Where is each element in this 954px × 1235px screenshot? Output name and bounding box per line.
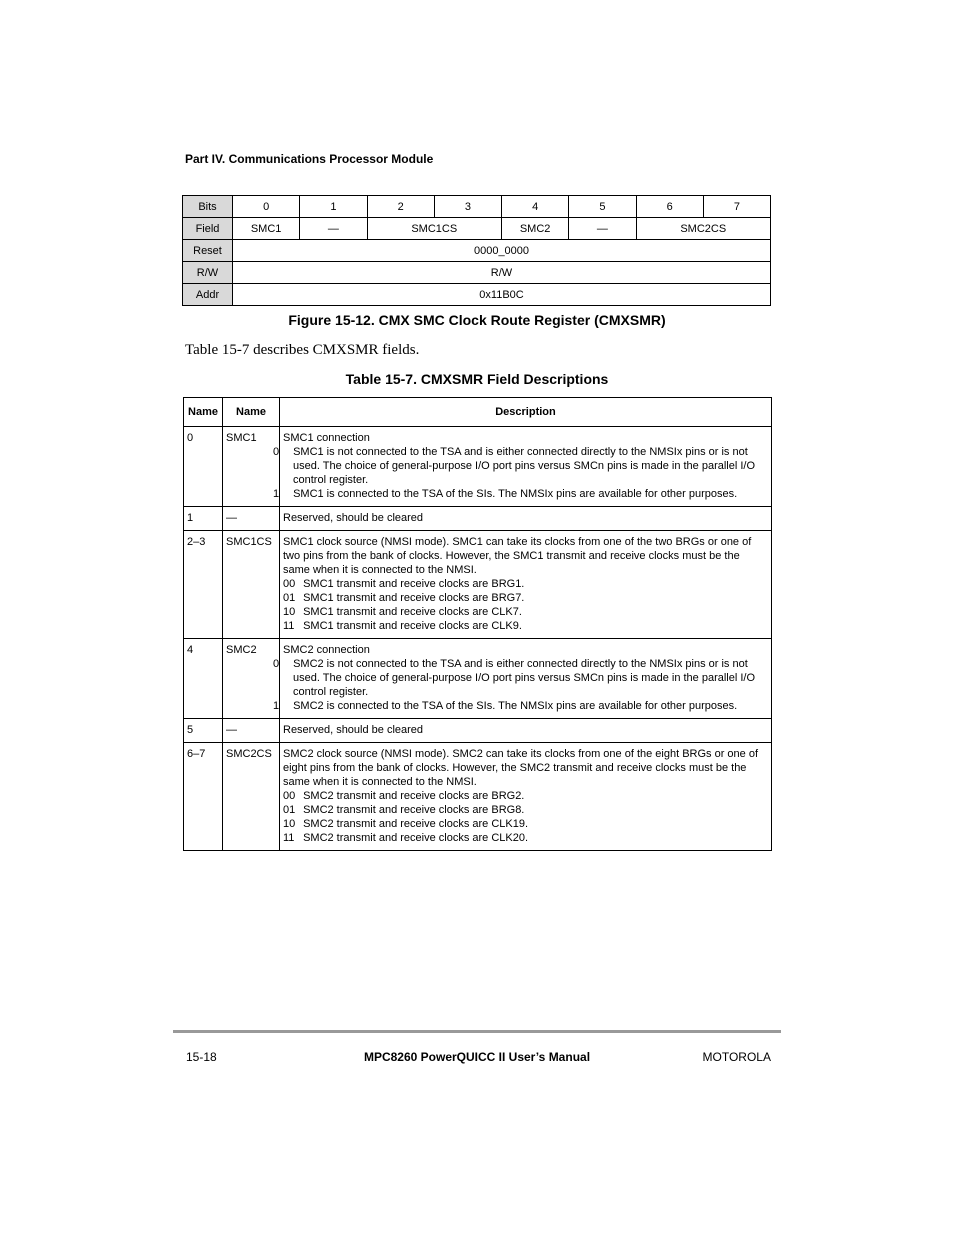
page-number: 15-18 [186, 1050, 217, 1064]
running-header: Part IV. Communications Processor Module [185, 152, 434, 166]
bit-number: 1 [300, 196, 367, 218]
description-item [283, 817, 765, 831]
register-diagram [182, 195, 771, 306]
item-code: 01 [283, 592, 296, 604]
description-title: Reserved, should be cleared [283, 512, 424, 524]
row-bits: 4 [184, 639, 223, 719]
item-code: 1 [273, 488, 280, 500]
column-header-bits: Name [184, 398, 223, 427]
table-row [184, 743, 772, 851]
table-caption: Table 15-7. CMXSMR Field Descriptions [345, 371, 609, 387]
description-item [283, 831, 765, 845]
row-description [273, 639, 772, 719]
item-code: 10 [283, 606, 296, 618]
table-row [184, 719, 772, 743]
addr-value: 0x11B0C [233, 284, 771, 306]
row-label-rw: R/W [183, 262, 233, 284]
row-name: — [223, 719, 280, 743]
row-label-reset: Reset [183, 240, 233, 262]
field-name: SMC1 [233, 218, 300, 240]
row-label-addr: Addr [183, 284, 233, 306]
item-code: 01 [283, 804, 296, 816]
table-row [184, 507, 772, 531]
item-text: SMC2 is not connected to the TSA and is either connected directly to the NMSIx pins or is not used. The choice of general-purpose I/O port pins versus SMCn pins is made in the parallel I/O control register. [293, 658, 756, 698]
description-title: SMC2 connection [283, 644, 370, 656]
description-title: SMC1 connection [283, 432, 370, 444]
item-text: SMC1 transmit and receive clocks are CLK7. [303, 606, 522, 618]
field-name: SMC2CS [636, 218, 771, 240]
field-name: SMC1CS [367, 218, 502, 240]
row-name: SMC1 [223, 427, 280, 507]
bit-number: 0 [233, 196, 300, 218]
figure-caption: Figure 15-12. CMX SMC Clock Route Register (CMXSMR) [288, 312, 666, 328]
field-name: — [300, 218, 367, 240]
register-rw-row [183, 262, 771, 284]
column-header-description: Description [280, 398, 772, 427]
description-item [283, 803, 765, 817]
item-code: 1 [273, 700, 280, 712]
rw-value: R/W [233, 262, 771, 284]
register-field-row [183, 218, 771, 240]
item-code: 0 [273, 446, 280, 458]
row-bits: 0 [184, 427, 223, 507]
description-title: SMC2 clock source (NMSI mode). SMC2 can take its clocks from one of the eight BRGs or one of eight pins from the bank of clocks. However, the SMC2 transmit and receive clocks must be the same when it is connected to the NMSI. [283, 748, 759, 788]
row-label-field: Field [183, 218, 233, 240]
item-code: 10 [283, 818, 296, 830]
description-item [273, 699, 765, 713]
item-text: SMC2 transmit and receive clocks are BRG8. [303, 804, 525, 816]
row-name: — [223, 507, 280, 531]
row-bits: 5 [184, 719, 223, 743]
row-label-bits: Bits [183, 196, 233, 218]
item-text: SMC1 transmit and receive clocks are CLK9. [303, 620, 522, 632]
description-item [283, 619, 765, 633]
company-name: MOTOROLA [702, 1050, 771, 1064]
bit-number: 4 [502, 196, 569, 218]
bit-number: 3 [434, 196, 501, 218]
item-text: SMC2 transmit and receive clocks are BRG2. [303, 790, 525, 802]
register-bits-row [183, 196, 771, 218]
footer-rule [173, 1030, 781, 1033]
row-name: SMC1CS [223, 531, 280, 639]
item-text: SMC1 is connected to the TSA of the SIs. The NMSIx pins are available for other purposes. [293, 488, 738, 500]
description-item [283, 591, 765, 605]
row-description [280, 743, 772, 851]
row-description [280, 719, 772, 743]
item-code: 11 [283, 620, 295, 632]
bit-number: 7 [703, 196, 770, 218]
item-text: SMC1 is not connected to the TSA and is either connected directly to the NMSIx pins or is not used. The choice of general-purpose I/O port pins versus SMCn pins is made in the parallel I/O control register. [293, 446, 756, 486]
bit-number: 5 [569, 196, 636, 218]
item-code: 11 [283, 832, 295, 844]
register-reset-row [183, 240, 771, 262]
description-item [273, 657, 765, 699]
row-bits: 2–3 [184, 531, 223, 639]
item-code: 00 [283, 790, 296, 802]
row-bits: 6–7 [184, 743, 223, 851]
row-description [273, 427, 772, 507]
description-item [273, 487, 765, 501]
description-title: Reserved, should be cleared [283, 724, 424, 736]
reset-value: 0000_0000 [233, 240, 771, 262]
item-text: SMC2 transmit and receive clocks are CLK20. [303, 832, 529, 844]
description-item [283, 577, 765, 591]
table-row [184, 427, 772, 507]
item-code: 00 [283, 578, 296, 590]
row-description [280, 531, 772, 639]
item-text: SMC1 transmit and receive clocks are BRG1. [303, 578, 525, 590]
description-item [283, 789, 765, 803]
body-paragraph: Table 15-7 describes CMXSMR fields. [185, 342, 420, 358]
field-name: — [569, 218, 636, 240]
row-name: SMC2CS [223, 743, 280, 851]
bit-number: 6 [636, 196, 703, 218]
description-item [273, 445, 765, 487]
field-name: SMC2 [502, 218, 569, 240]
item-text: SMC2 is connected to the TSA of the SIs. The NMSIx pins are available for other purposes. [293, 700, 738, 712]
field-description-table [183, 397, 772, 851]
table-header-row [184, 398, 772, 427]
item-text: SMC2 transmit and receive clocks are CLK19. [303, 818, 529, 830]
description-item [283, 605, 765, 619]
column-header-name: Name [223, 398, 280, 427]
item-code: 0 [273, 658, 280, 670]
table-row [184, 639, 772, 719]
description-title: SMC1 clock source (NMSI mode). SMC1 can take its clocks from one of the two BRGs or one of two pins from the bank of clocks. However, the SMC1 transmit and receive clocks must be the same when it is connected to the NMSI. [283, 536, 752, 576]
row-bits: 1 [184, 507, 223, 531]
bit-number: 2 [367, 196, 434, 218]
manual-title: MPC8260 PowerQUICC II User’s Manual [363, 1050, 591, 1064]
row-name: SMC2 [223, 639, 280, 719]
row-description [280, 507, 772, 531]
table-row [184, 531, 772, 639]
item-text: SMC1 transmit and receive clocks are BRG7. [303, 592, 525, 604]
register-addr-row [183, 284, 771, 306]
